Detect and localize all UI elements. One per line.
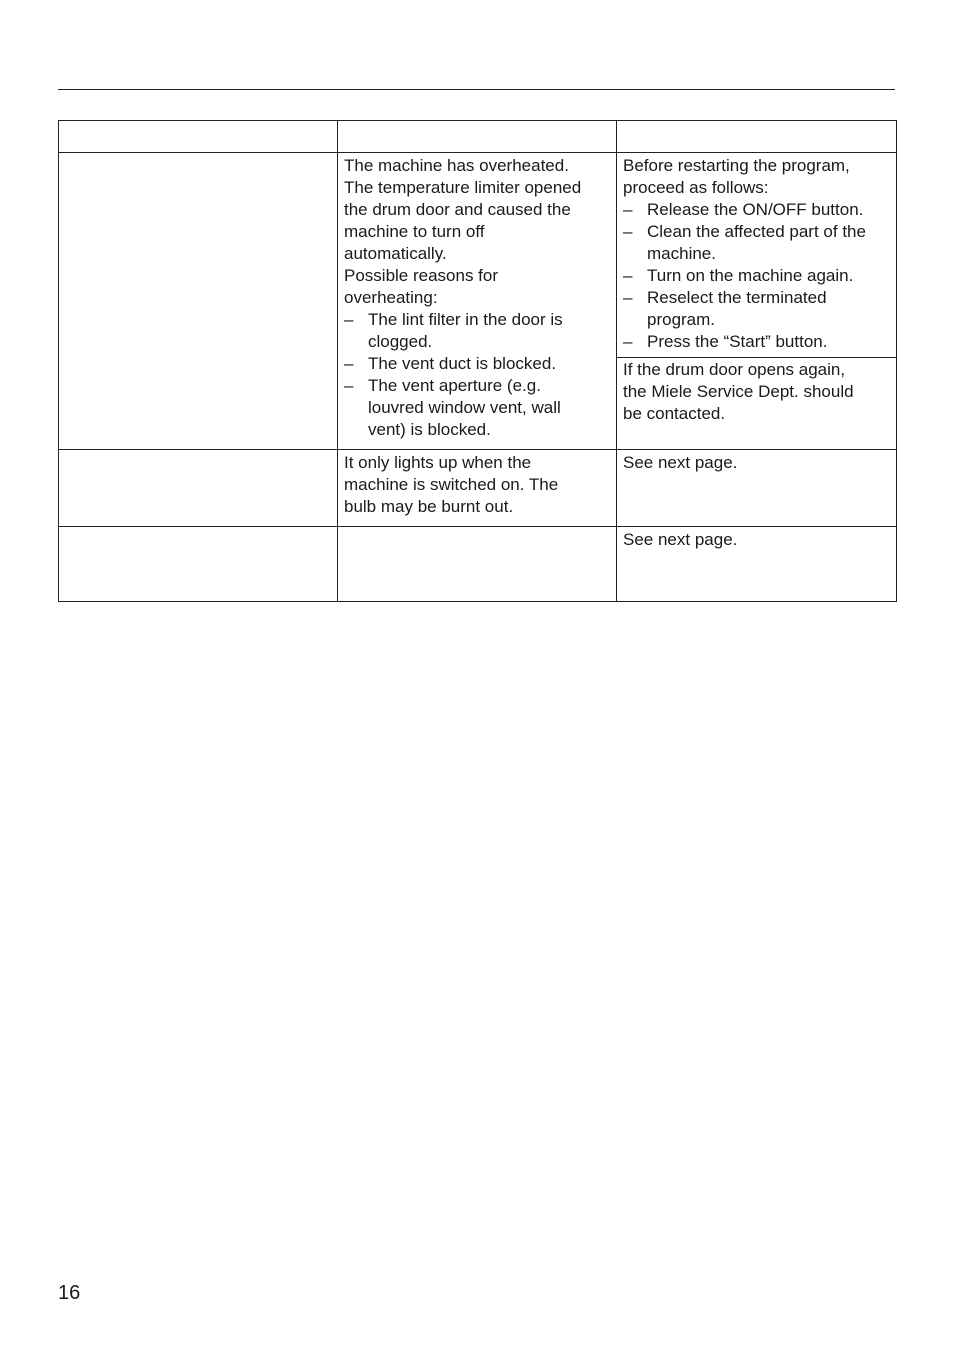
list-item-line: vent) is blocked.: [368, 420, 491, 439]
dash-bullet: –: [344, 310, 354, 329]
row1-cause-line: automatically.: [344, 244, 447, 263]
remedy-list-item: [623, 287, 890, 331]
cause-list-item: [344, 353, 610, 375]
list-item-line: louvred window vent, wall: [368, 398, 561, 417]
row1-cause-line: The temperature limiter opened: [344, 178, 582, 197]
row1-cause-line: Possible reasons for: [344, 266, 499, 285]
cause-list-item: [344, 309, 610, 353]
list-item-line: machine.: [647, 244, 716, 263]
dash-bullet: –: [623, 332, 633, 351]
row2-problem: [59, 450, 338, 527]
row2-cause-line: It only lights up when the: [344, 453, 532, 472]
dash-bullet: –: [623, 200, 633, 219]
troubleshooting-table: [58, 120, 897, 602]
row2-remedy-text: See next page.: [623, 453, 738, 472]
header-problem: [59, 121, 338, 153]
header-remedy: [617, 121, 897, 153]
note-line: be contacted.: [623, 404, 726, 423]
list-item-line: Turn on the machine again.: [647, 266, 854, 285]
remedy-list-item: [623, 331, 890, 353]
table-row: [59, 450, 897, 527]
dash-bullet: –: [344, 354, 354, 373]
row1-problem: [59, 153, 338, 450]
dash-bullet: –: [623, 266, 633, 285]
row3-cause: [338, 527, 617, 602]
top-rule: [58, 89, 895, 90]
list-item-line: Clean the affected part of the: [647, 222, 866, 241]
row1-cause: [338, 153, 617, 450]
page-number: 16: [58, 1282, 81, 1304]
table-row: [59, 153, 897, 450]
list-item-line: The vent duct is blocked.: [368, 354, 557, 373]
row2-cause-line: bulb may be burnt out.: [344, 497, 514, 516]
row2-cause: [338, 450, 617, 527]
row3-remedy: [617, 527, 897, 602]
remedy-list-item: [623, 199, 890, 221]
row1-cause-line: the drum door and caused the: [344, 200, 571, 219]
table-header-row: [59, 121, 897, 153]
list-item-line: Press the “Start” button.: [647, 332, 828, 351]
row1-remedy-note: [617, 357, 896, 433]
dash-bullet: –: [344, 376, 354, 395]
list-item-line: Reselect the terminated: [647, 288, 827, 307]
list-item-line: Release the ON/OFF button.: [647, 200, 864, 219]
list-item-line: clogged.: [368, 332, 433, 351]
row2-remedy: [617, 450, 897, 527]
dash-bullet: –: [623, 288, 633, 307]
row1-cause-line: machine to turn off: [344, 222, 485, 241]
list-item-line: The vent aperture (e.g.: [368, 376, 541, 395]
row1-cause-line: The machine has overheated.: [344, 156, 569, 175]
note-line: the Miele Service Dept. should: [623, 382, 854, 401]
row2-cause-line: machine is switched on. The: [344, 475, 559, 494]
note-line: If the drum door opens again,: [623, 360, 846, 379]
row1-remedy-line: proceed as follows:: [623, 178, 769, 197]
remedy-list-item: [623, 265, 890, 287]
row1-remedy: [617, 153, 897, 450]
cause-list-item: [344, 375, 610, 441]
table-row: [59, 527, 897, 602]
row1-cause-line: overheating:: [344, 288, 438, 307]
remedy-list-item: [623, 221, 890, 265]
row3-problem: [59, 527, 338, 602]
list-item-line: The lint filter in the door is: [368, 310, 563, 329]
row3-remedy-text: See next page.: [623, 530, 738, 549]
header-cause: [338, 121, 617, 153]
row1-remedy-line: Before restarting the program,: [623, 156, 850, 175]
dash-bullet: –: [623, 222, 633, 241]
list-item-line: program.: [647, 310, 716, 329]
